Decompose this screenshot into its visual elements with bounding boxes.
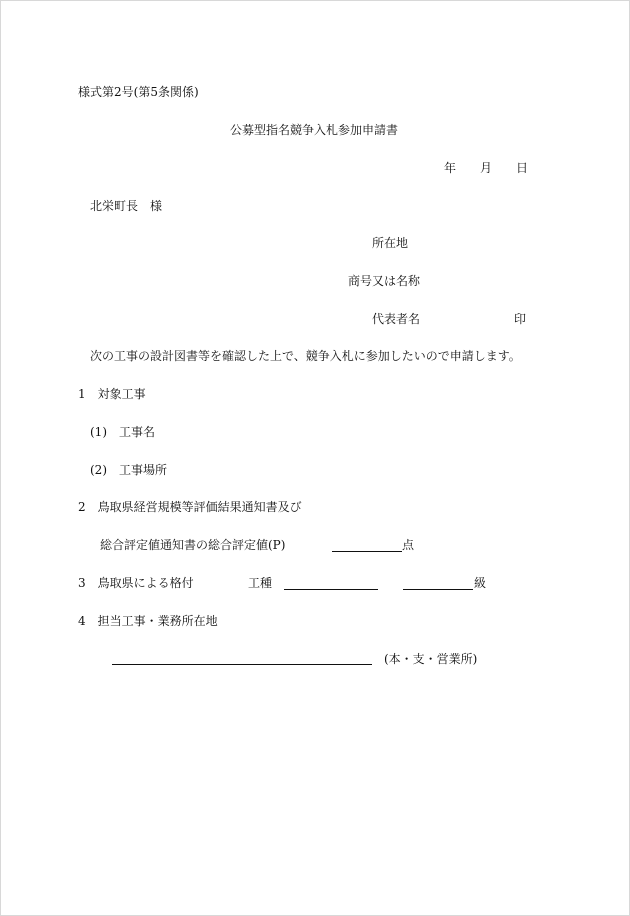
score-unit: 点 bbox=[402, 538, 415, 552]
section2-subline: 総合評定値通知書の総合評定値(P) bbox=[100, 538, 286, 552]
section3-heading: 3 鳥取県による格付 bbox=[78, 576, 194, 590]
representative-label: 代表者名 bbox=[372, 312, 421, 326]
project-name-label: (1) 工事名 bbox=[90, 425, 155, 439]
work-type-label: 工種 bbox=[248, 576, 273, 590]
grade-unit: 級 bbox=[474, 576, 487, 590]
work-type-underline[interactable] bbox=[284, 589, 378, 590]
office-type-note: (本・支・営業所) bbox=[384, 652, 478, 666]
date-year: 年 bbox=[444, 161, 457, 175]
section2-heading: 2 鳥取県経営規模等評価結果通知書及び bbox=[78, 500, 302, 514]
form-label: 様式第2号(第5条関係) bbox=[78, 85, 199, 99]
addressee: 北栄町長 様 bbox=[90, 199, 163, 213]
company-name-label: 商号又は名称 bbox=[348, 274, 421, 288]
document-title: 公募型指名競争入札参加申請書 bbox=[230, 123, 399, 137]
score-underline[interactable] bbox=[332, 551, 402, 552]
address-label: 所在地 bbox=[372, 236, 409, 250]
office-underline[interactable] bbox=[112, 664, 372, 665]
date-month: 月 bbox=[480, 161, 493, 175]
grade-underline[interactable] bbox=[403, 589, 473, 590]
date-day: 日 bbox=[516, 161, 529, 175]
intro-text: 次の工事の設計図書等を確認した上で、競争入札に参加したいので申請します。 bbox=[90, 349, 521, 363]
section4-heading: 4 担当工事・業務所在地 bbox=[78, 614, 218, 628]
project-location-label: (2) 工事場所 bbox=[90, 463, 167, 477]
seal-mark: 印 bbox=[514, 312, 527, 326]
section1-heading: 1 対象工事 bbox=[78, 387, 146, 401]
